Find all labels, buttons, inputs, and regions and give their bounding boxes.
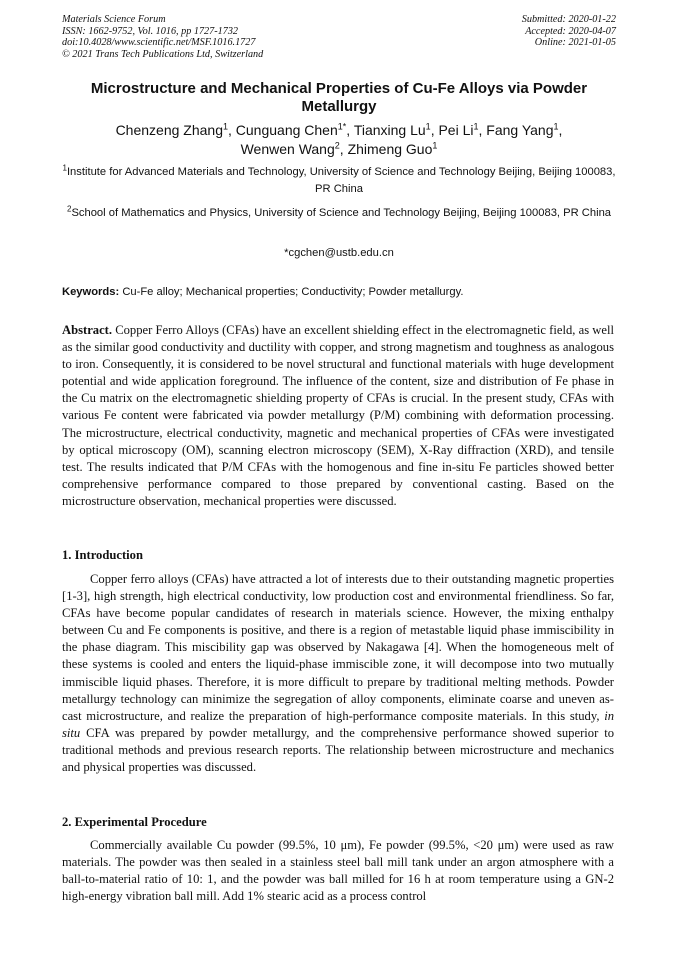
author-name: Wenwen Wang <box>240 141 335 157</box>
abstract-label: Abstract. <box>62 323 113 337</box>
author-affil-mark: 1 <box>425 121 431 132</box>
author-affil-mark: 2 <box>334 140 340 151</box>
affiliation-mark: 1 <box>62 163 67 173</box>
author-list: Chenzeng Zhang$^1$, Cunguang Chen$^{1*}$, Tianxing Lu$^1$, Pei Li$^1$, Fang Yang$^1$, Wenwen Wang$^2$, Zhimeng Guo$^1$ <box>115 121 563 157</box>
affiliation-mark: 2 <box>66 204 72 214</box>
experimental-paragraph: Commercially available Cu powder (99.5%, 10 μm), Fe powder (99.5%, <20 μm) were used as raw materials. The powder was then sealed in a stainless steel ball mill tank under an argon atmosphere with a ball-to-material ratio of 10: 1, and the powder was ball milled for 16 h at room temperature using a GN-2 high-energy vibration ball mill. Add 1% stearic acid as a process control <box>62 838 614 904</box>
author-name: Cunguang Chen <box>235 122 338 138</box>
keywords-text: Cu-Fe alloy; Mechanical properties; Conductivity; Powder metallurgy. <box>122 286 464 298</box>
author-affil-mark: 1 <box>553 121 559 132</box>
submission-dates <box>522 14 616 49</box>
paper-title: Microstructure and Mechanical Properties of Cu-Fe Alloys via Powder Metallurgy <box>90 80 588 115</box>
abstract <box>62 322 614 510</box>
journal-copyright: © 2021 Trans Tech Publications Ltd, Switzerland <box>62 48 264 60</box>
journal-issn: ISSN: 1662-9752, Vol. 1016, pp 1727-1732 <box>62 25 239 37</box>
journal-doi: doi:10.4028/www.scientific.net/MSF.1016.1727 <box>62 37 256 49</box>
author-name: Zhimeng Guo <box>347 141 433 157</box>
affiliation-text: Institute for Advanced Materials and Technology, University of Science and Technology Beijing, Beijing 100083, PR China <box>66 166 616 195</box>
affiliation-2 <box>62 205 616 222</box>
date-online: Online: 2021-01-05 <box>534 37 616 49</box>
author-name: Chenzeng Zhang <box>115 122 223 138</box>
author-affil-mark: 1* <box>337 121 347 132</box>
journal-name: Materials Science Forum <box>62 14 166 25</box>
author-affil-mark: 1 <box>222 121 228 132</box>
author-name: Fang Yang <box>486 122 554 138</box>
author-name: Tianxing Lu <box>353 122 426 138</box>
author-affil-mark: 1 <box>473 121 479 132</box>
author-name: Pei Li <box>438 122 474 138</box>
section-heading-experimental: 2. Experimental Procedure <box>62 815 207 829</box>
date-submitted: Submitted: 2020-01-22 <box>521 14 616 25</box>
section-heading-introduction: 1. Introduction <box>62 548 143 562</box>
keywords-label: Keywords: <box>62 286 120 298</box>
intro-text-part-1: Copper ferro alloys (CFAs) have attracted a lot of interests due to their outstanding magnetic properties [1-3], high strength, high electrical conductivity, low production cost and environmental friendliness. So far, CFAs have become popular candidates of research in materials science. However, the mixing enthalpy between Cu and Fe components is positive, and there is a region of metastable liquid phase immiscibility in the phase diagram. This miscibility gap was observed by Nakagawa [4]. When the homogeneous melt of these systems is cooled and enters the liquid-phase immiscible zone, it will decompose into two mutually immiscible liquid phases. Therefore, it is more difficult to prepare by traditional melting methods. Powder metallurgy technology can minimize the segregation of alloy components, eliminate coarse and uneven as-cast microstructure, and realize the preparation of high-performance composite materials. In this study, <box>62 572 614 723</box>
journal-info <box>62 14 263 60</box>
abstract-text: Copper Ferro Alloys (CFAs) have an excellent shielding effect in the electromagnetic field, as well as the similar good conductivity and ductility with copper, and strong magnetism and toughness as analogous to iron. Consequently, it is considered to be novel structural and functional materials with huge development potential and wide application foreground. The influence of the content, size and distribution of Fe phase in the Cu matrix on the electromagnetic shielding property of CFAs is crucial. In the present study, CFAs with various Fe content were fabricated via powder metallurgy (P/M) combining with deformation processing. The microstructure, electrical conductivity, magnetic and mechanical properties of CFAs were investigated by optical microscopy (OM), scanning electron microscopy (SEM), X-Ray diffraction (XRD), and tensile test. The results indicated that P/M CFAs with the homogenous and fine in-situ Fe particles showed better comprehensive performance compared to those prepared by conventional casting. Based on the microstructure observation, mechanical properties were discussed. <box>62 323 614 508</box>
affiliation-text: School of Mathematics and Physics, University of Science and Technology Beijing, Beijing 100083, PR China <box>71 207 612 219</box>
date-accepted: Accepted: 2020-04-07 <box>525 25 616 37</box>
affiliation-1 <box>62 164 616 198</box>
author-affil-mark: 1 <box>432 140 438 151</box>
keywords <box>62 284 616 300</box>
intro-text-part-2: CFA was prepared by powder metallurgy, and the comprehensive performance showed superior to traditional methods and previous research reports. The relationship between microstructure and mechanics and physical properties was discussed. <box>62 725 614 775</box>
intro-italic-term: in situ <box>62 708 614 740</box>
introduction-paragraph <box>62 571 614 776</box>
corresponding-email: *cgchen@ustb.edu.cn <box>284 247 394 259</box>
